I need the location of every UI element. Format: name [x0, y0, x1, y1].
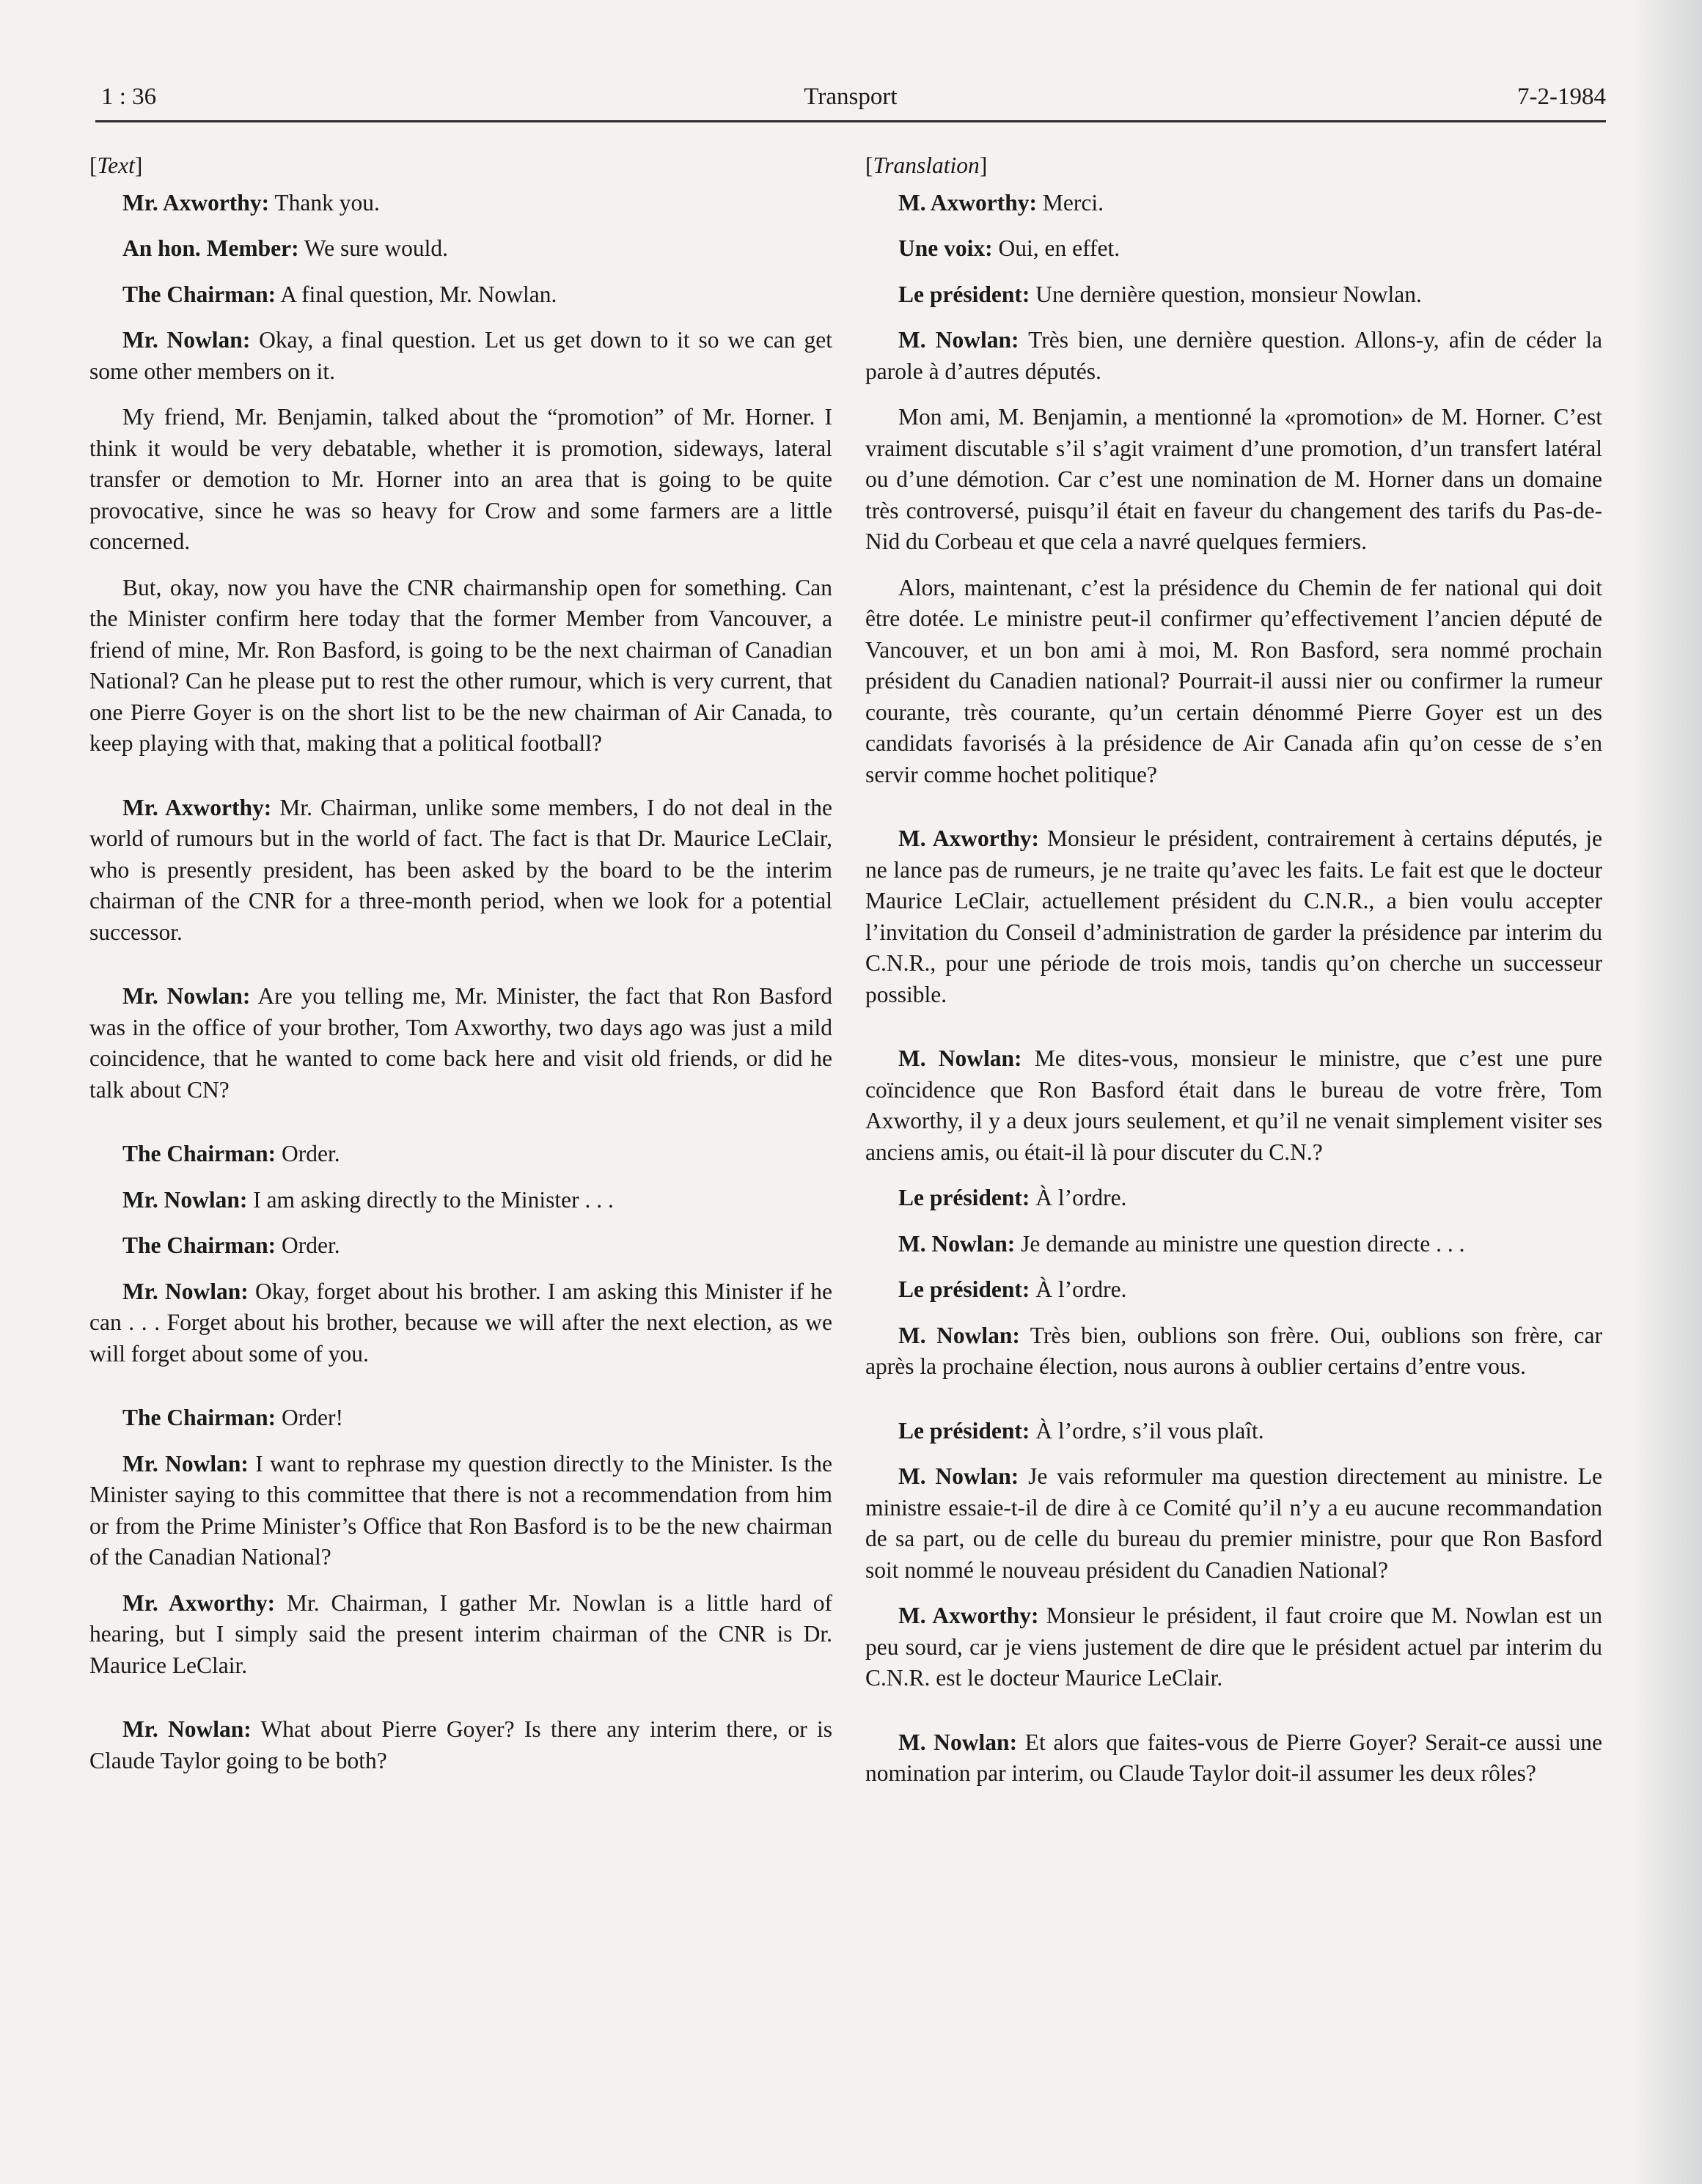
transcript-paragraph: [89, 1139, 832, 1170]
transcript-paragraph: [865, 1183, 1602, 1214]
speaker-name: Une voix:: [898, 235, 993, 261]
transcript-paragraph: [89, 233, 832, 265]
speaker-name: The Chairman:: [122, 281, 276, 307]
transcript-paragraph: [89, 188, 832, 219]
speaker-name: M. Nowlan:: [898, 1729, 1018, 1755]
transcript-paragraph: [865, 233, 1602, 265]
speaker-name: Mr. Nowlan:: [122, 327, 251, 353]
speaker-name: Mr. Nowlan:: [122, 1450, 249, 1477]
transcript-paragraph: [89, 1714, 832, 1776]
paragraph-text: Mr. Chairman, unlike some members, I do not deal in the world of rumours but in the world of fact. The fact is that Dr. Maurice LeClair, who is presently president, has been asked by the board to be the interim chairman of the CNR for a three-month period, when we look for a potential successor.: [89, 794, 833, 945]
speaker-name: Le président:: [898, 1417, 1030, 1444]
transcript-paragraph: [865, 1320, 1602, 1383]
transcript-paragraph: [865, 1461, 1602, 1586]
paragraph-text: But, okay, now you have the CNR chairmanship open for something. Can the Minister confirm here today that the former Member from Vancouver, a friend of mine, Mr. Ron Basford, is going to be the next chairman of Canadian National? Can he please put to rest the other rumour, which is very current, that one Pierre Goyer is on the short list to be the new chairman of Air Canada, to keep playing with that, making that a political football?: [89, 574, 832, 756]
speaker-name: The Chairman:: [122, 1405, 276, 1430]
paragraph-text: Très bien, oublions son frère. Oui, oublions son frère, car après la prochaine élection, nous aurons à oublier certains d’entre vous.: [865, 1322, 1602, 1379]
paragraph-text: À l’ordre, s’il vous plaît.: [1030, 1417, 1264, 1444]
paragraph-text: Okay, a final question. Let us get down to it so we can get some other members on it.: [89, 327, 832, 384]
paragraph-text: I am asking directly to the Minister . . .: [247, 1186, 614, 1213]
speaker-name: Le président:: [898, 1185, 1030, 1210]
speaker-name: M. Axworthy:: [898, 189, 1037, 216]
right-column: [865, 150, 1602, 1804]
transcript-paragraph: [865, 1274, 1602, 1306]
speaker-name: M. Nowlan:: [898, 327, 1019, 353]
speaker-name: Mr. Axworthy:: [122, 1589, 276, 1616]
paragraph-text: À l’ordre.: [1030, 1185, 1127, 1210]
transcript-paragraph: [865, 188, 1602, 219]
transcript-paragraph: [89, 1449, 832, 1573]
paragraph-text: Très bien, une dernière question. Allons-y, afin de céder la parole à d’autres députés.: [865, 327, 1602, 384]
speaker-name: The Chairman:: [122, 1232, 276, 1258]
paragraph-text: Thank you.: [269, 189, 380, 216]
transcript-paragraph: [89, 279, 832, 311]
speaker-name: M. Nowlan:: [898, 1230, 1016, 1257]
speaker-name: M. Axworthy:: [898, 1603, 1039, 1628]
left-column: [89, 150, 832, 1791]
paragraph-text: Are you telling me, Mr. Minister, the fact that Ron Basford was in the office of your brother, Tom Axworthy, two days ago was just a mild coincidence, that he wanted to come back here and visit old friends, or did he talk about CN?: [89, 983, 833, 1103]
paragraph-text: Mon ami, M. Benjamin, a mentionné la «promotion» de M. Horner. C’est vraiment discutable s’il s’agit vraiment d’une promotion, d’un transfert latéral ou d’une démotion. Car c’est une nomination de M. Horner dans un domaine très controversé, puisqu’il était en faveur du changement des tarifs du Pas-de-Nid du Corbeau et que cela a navré quelques fermiers.: [865, 404, 1602, 554]
transcript-paragraph: [89, 1276, 832, 1370]
paragraph-text: Order.: [276, 1232, 340, 1258]
page-title: Transport: [804, 84, 898, 110]
speaker-name: Mr. Nowlan:: [122, 1278, 249, 1304]
transcript-paragraph: [89, 1402, 832, 1434]
transcript-paragraph: [865, 1229, 1602, 1260]
running-head: [95, 76, 1606, 117]
page-binding-shadow: [1632, 0, 1702, 2184]
transcript-paragraph: [89, 981, 832, 1106]
left-column-label: [Text]: [89, 152, 143, 178]
paragraph-text: À l’ordre.: [1030, 1276, 1127, 1302]
speaker-name: Mr. Nowlan:: [122, 1186, 248, 1213]
transcript-paragraph: [89, 573, 832, 760]
paragraph-text: Order.: [276, 1141, 340, 1166]
speaker-name: Mr. Nowlan:: [122, 1716, 252, 1742]
transcript-paragraph: [865, 402, 1602, 558]
speaker-name: Le président:: [898, 1276, 1030, 1302]
transcript-paragraph: [89, 325, 832, 387]
paragraph-text: Me dites-vous, monsieur le ministre, que c’est une pure coïncidence que Ron Basford était dans le bureau de votre frère, Tom Axworthy, il y a deux jours seulement, et qu’il ne venait simplement visiter ses anciens amis, ou était-il là pour discuter du C.N.?: [865, 1045, 1602, 1165]
transcript-paragraph: [89, 793, 832, 949]
transcript-paragraph: [865, 325, 1602, 387]
paragraph-text: Merci.: [1036, 189, 1104, 216]
speaker-name: Mr. Nowlan:: [122, 983, 251, 1009]
paragraph-text: Et alors que faites-vous de Pierre Goyer? Serait-ce aussi une nomination par interim, ou Claude Taylor doit-il assumer les deux rôles?: [865, 1729, 1602, 1786]
page-number: 1 : 36: [101, 84, 157, 110]
paragraph-text: My friend, Mr. Benjamin, talked about the “promotion” of Mr. Horner. I think it would be very debatable, whether it is promotion, sideways, lateral transfer or demotion to Mr. Horner into an area that is going to be quite provocative, since he was so heavy for Crow and some farmers are a little concerned.: [89, 404, 832, 554]
transcript-paragraph: [865, 1043, 1602, 1168]
transcript-paragraph: [865, 823, 1602, 1010]
paragraph-text: Monsieur le président, contrairement à certains députés, je ne lance pas de rumeurs, je ne traite qu’avec les faits. Le fait est que le docteur Maurice LeClair, actuellement président du C.N.R., a bien voulu accepter l’invitation du Conseil d’administration de garder la présidence par interim du C.N.R., pour une période de trois mois, tandis qu’on cherche un successeur possible.: [865, 826, 1602, 1007]
transcript-paragraph: [89, 402, 832, 558]
page-date: 7-2-1984: [1517, 84, 1606, 110]
paragraph-text: A final question, Mr. Nowlan.: [276, 281, 557, 307]
paragraph-text: Mr. Chairman, I gather Mr. Nowlan is a little hard of hearing, but I simply said the present interim chairman of the CNR is Dr. Maurice LeClair.: [89, 1589, 833, 1678]
transcript-paragraph: [865, 1600, 1602, 1694]
transcript-paragraph: [865, 573, 1602, 791]
speaker-name: M. Nowlan:: [898, 1045, 1022, 1071]
speaker-name: Le président:: [898, 281, 1030, 307]
speaker-name: An hon. Member:: [122, 235, 299, 261]
transcript-paragraph: [865, 279, 1602, 311]
paragraph-text: Je demande au ministre une question directe . . .: [1015, 1230, 1465, 1257]
paragraph-text: Oui, en effet.: [992, 235, 1120, 261]
speaker-name: Mr. Axworthy:: [122, 794, 272, 820]
transcript-paragraph: [865, 1416, 1602, 1447]
speaker-name: Mr. Axworthy:: [122, 189, 270, 216]
transcript-paragraph: [89, 1185, 832, 1216]
transcript-paragraph: [89, 1230, 832, 1262]
paragraph-text: Order!: [276, 1405, 343, 1430]
paragraph-text: I want to rephrase my question directly to the Minister. Is the Minister saying to this committee that there is not a recommendation from him or from the Prime Minister’s Office that Ron Basford is to be the new chairman of the Canadian National?: [89, 1450, 833, 1570]
transcript-paragraph: [865, 1727, 1602, 1790]
header-rule: [95, 120, 1606, 122]
paragraph-text: Je vais reformuler ma question directement au ministre. Le ministre essaie-t-il de dire à ce Comité qu’il n’y a eu aucune recommandation de sa part, ou de celle du bureau du premier ministre, pour que Ron Basford soit nommé le nouveau président du Canadien National?: [865, 1463, 1602, 1583]
paragraph-text: Monsieur le président, il faut croire que M. Nowlan est un peu sourd, car je viens justement de dire que le président actuel par interim du C.N.R. est le docteur Maurice LeClair.: [865, 1603, 1602, 1691]
speaker-name: M. Nowlan:: [898, 1463, 1019, 1489]
speaker-name: M. Nowlan:: [898, 1322, 1020, 1348]
paragraph-text: What about Pierre Goyer? Is there any interim there, or is Claude Taylor going to be both?: [89, 1716, 833, 1773]
paragraph-text: We sure would.: [298, 235, 448, 261]
paragraph-text: Une dernière question, monsieur Nowlan.: [1030, 281, 1422, 307]
transcript-paragraph: [89, 1588, 832, 1682]
paragraph-text: Okay, forget about his brother. I am asking this Minister if he can . . . Forget about his brother, because we will after the next election, as we will forget about some of you.: [89, 1278, 832, 1367]
right-column-label: [Translation]: [865, 152, 988, 178]
speaker-name: M. Axworthy:: [898, 826, 1040, 851]
paragraph-text: Alors, maintenant, c’est la présidence du Chemin de fer national qui doit être dotée. Le ministre peut-il confirmer qu’effectivement l’ancien député de Vancouver, et un bon ami à moi, M. Ron Basford, sera nommé prochain président du Canadien national? Pourrait-il aussi nier ou confirmer la rumeur courante, très courante, qu’un certain dénommé Pierre Goyer est un des candidats favorisés à la présidence de Air Canada afin qu’on cesse de s’en servir comme hochet politique?: [865, 574, 1602, 787]
speaker-name: The Chairman:: [122, 1141, 276, 1166]
